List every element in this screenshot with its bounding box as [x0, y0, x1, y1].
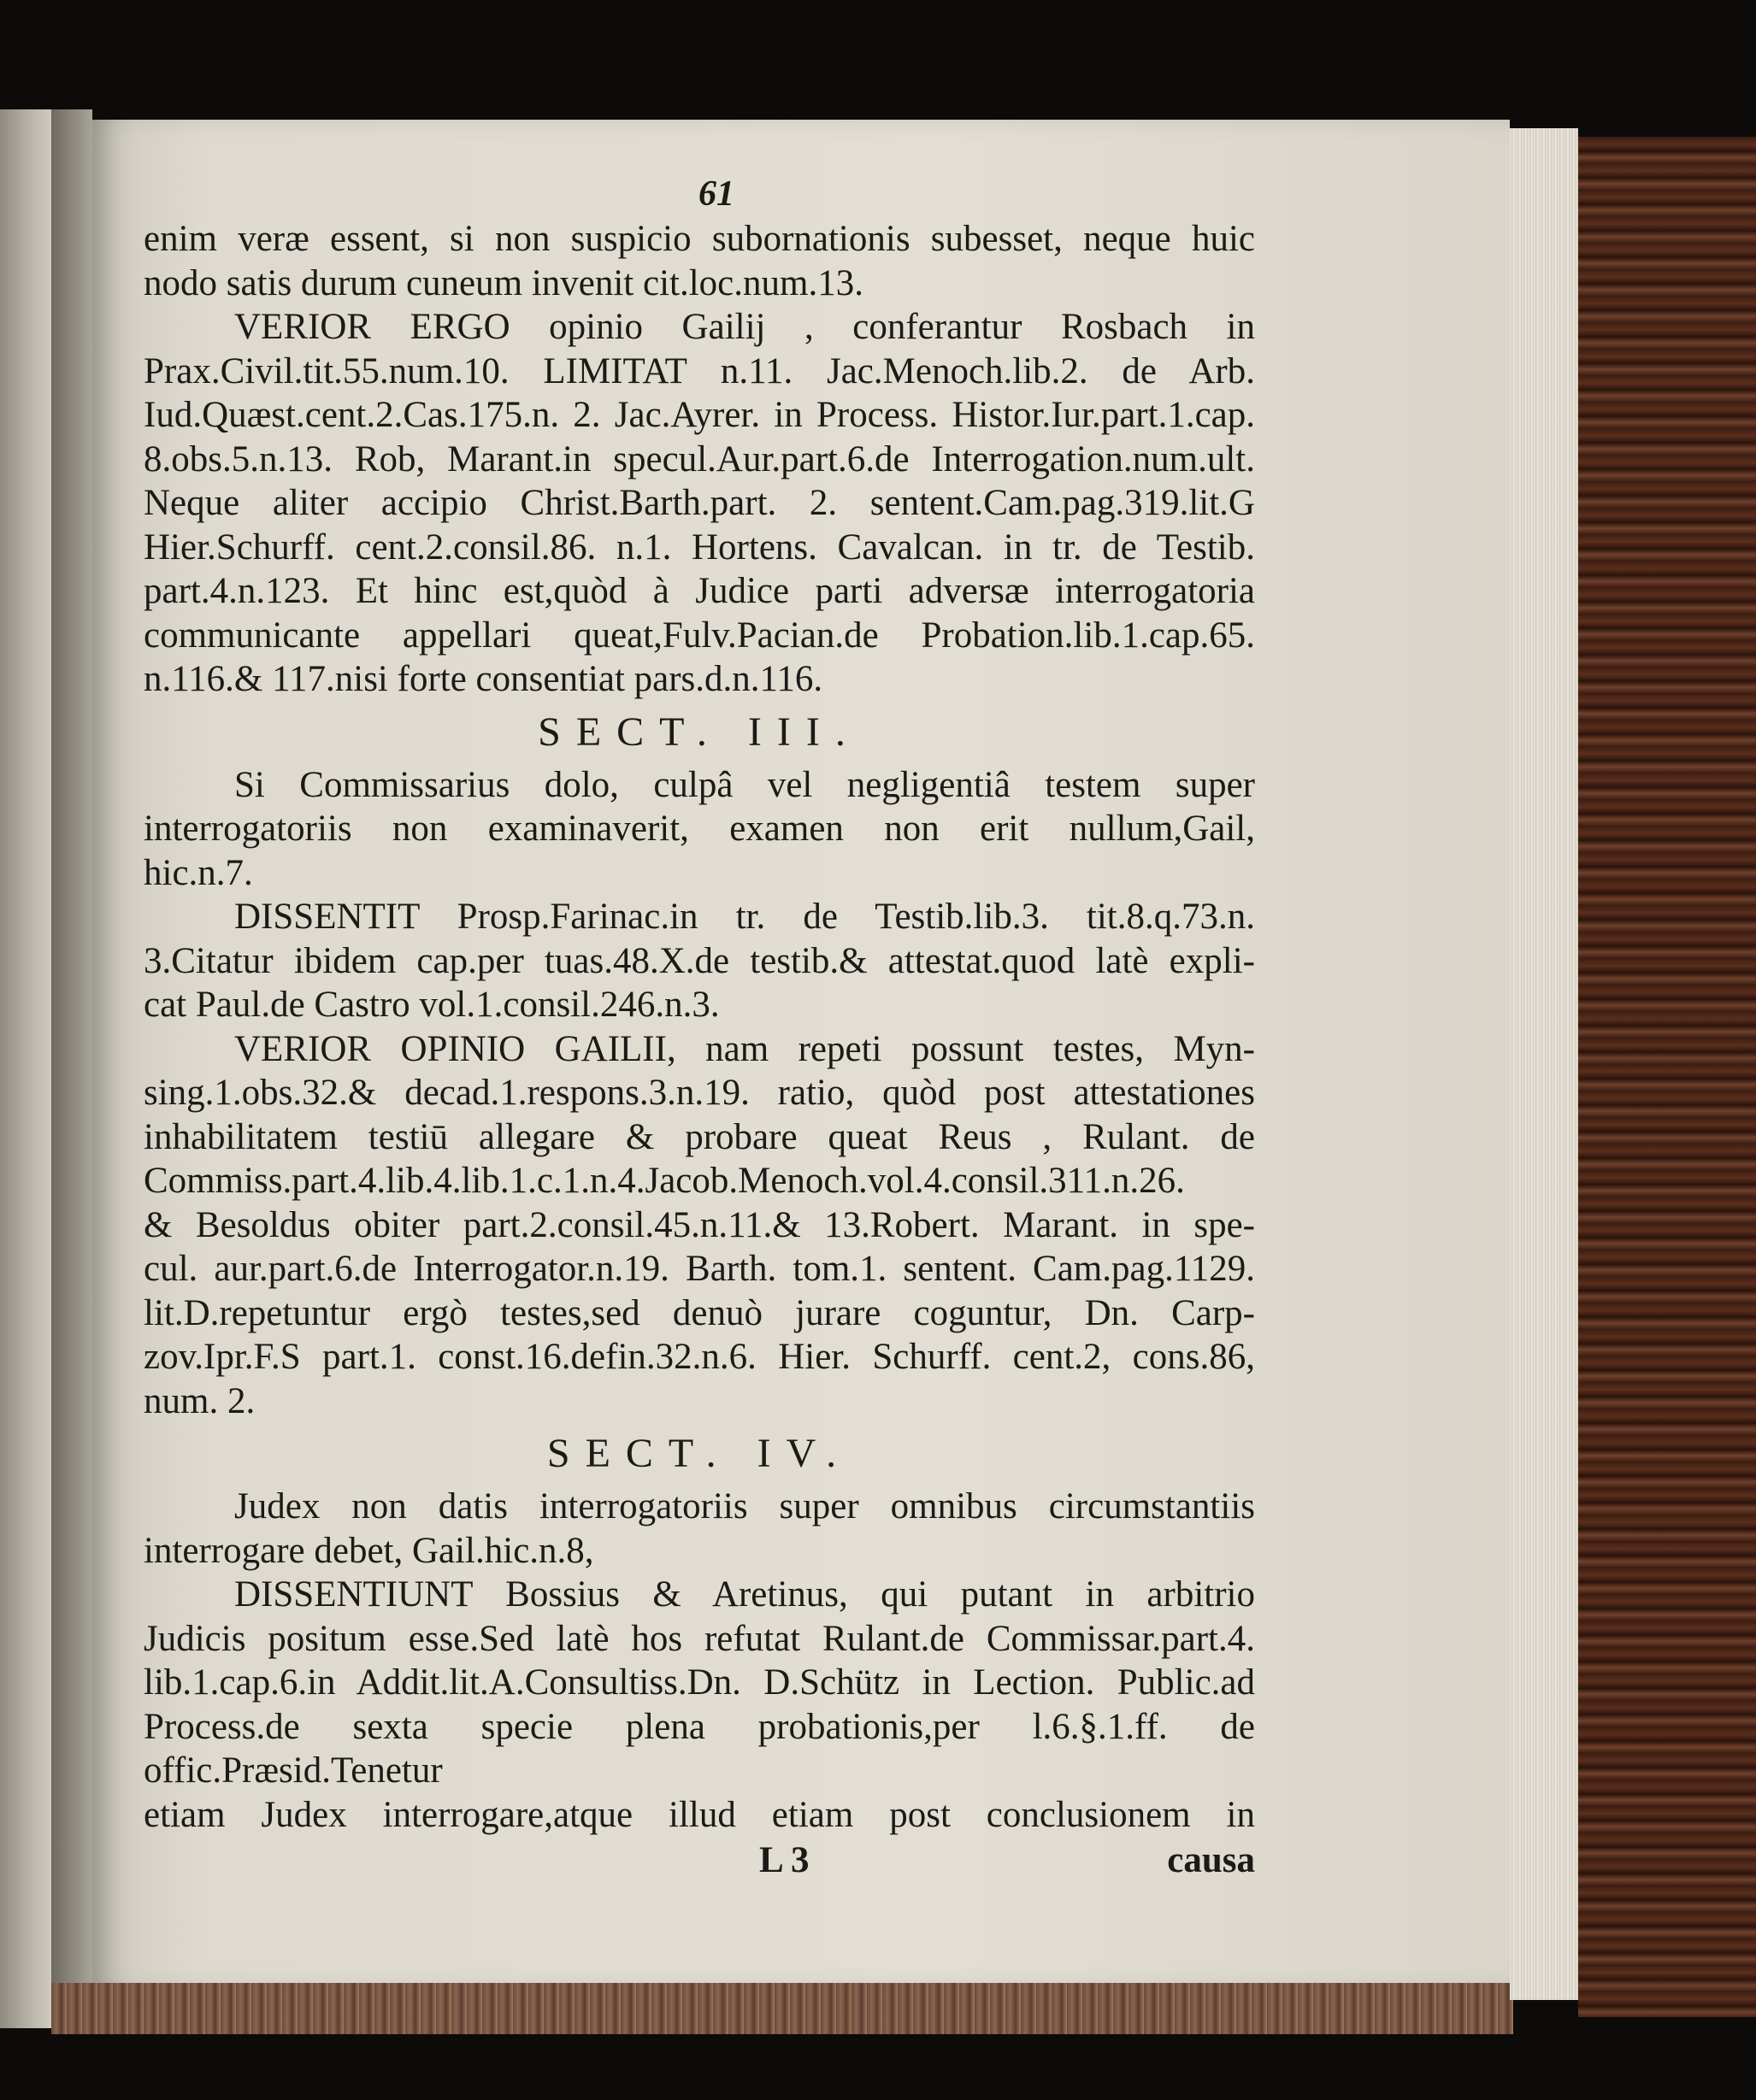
- text-line: VERIOR ERGO opinio Gailij , conferantur Rosbach in: [234, 307, 1255, 347]
- page-bottom-edge: [51, 1983, 1513, 2034]
- text-line: cul. aur.part.6.de Interrogator.n.19. Barth. tom.1. sentent. Cam.pag.1129.: [144, 1249, 1255, 1289]
- page-text: [144, 171, 1255, 1885]
- text-line: interrogatoriis non examinaverit, examen non erit nullum,Gail,: [144, 809, 1255, 849]
- text-line: etiam Judex interrogare,atque illud etiam post conclusionem in: [144, 1794, 1255, 1835]
- text-line: Neque aliter accipio Christ.Barth.part. 2. sentent.Cam.pag.319.lit.G: [144, 483, 1255, 523]
- text-line: communicante appellari queat,Fulv.Pacian.de Probation.lib.1.cap.65.: [144, 615, 1255, 656]
- text-line: Process.de sexta specie plena probationis,per l.6.§.1.ff. de offic.Præsid.Tenetur: [144, 1706, 1255, 1791]
- text-line: nodo satis durum cuneum invenit cit.loc.num.13.: [144, 262, 863, 303]
- text-line: & Besoldus obiter part.2.consil.45.n.11.& 13.Robert. Marant. in spe-: [144, 1204, 1255, 1245]
- text-line: n.116.& 117.nisi forte consentiat pars.d.n.116.: [144, 659, 823, 699]
- facing-page-edge: [0, 109, 51, 2028]
- text-line: num. 2.: [144, 1380, 256, 1421]
- book-cover: [1578, 137, 1756, 2017]
- section-heading-4: SECT. IV.: [546, 1431, 852, 1476]
- text-line: enim veræ essent, si non suspicio subornationis subesset, neque huic: [144, 219, 1255, 259]
- text-line: part.4.n.123. Et hinc est,quòd à Judice parti adversæ interrogatoria: [144, 571, 1255, 611]
- text-line: Commiss.part.4.lib.4.lib.1.c.1.n.4.Jacob.Menoch.vol.4.consil.311.n.26.: [144, 1161, 1185, 1201]
- text-line: Hier.Schurff. cent.2.consil.86. n.1. Hortens. Cavalcan. in tr. de Testib.: [144, 526, 1255, 568]
- text-line: lib.1.cap.6.in Addit.lit.A.Consultiss.Dn. D.Schütz in Lection. Public.ad: [144, 1662, 1255, 1703]
- text-line: 8.obs.5.n.13. Rob, Marant.in specul.Aur.part.6.de Interrogation.num.ult.: [144, 438, 1255, 479]
- text-line: cat Paul.de Castro vol.1.consil.246.n.3.: [144, 985, 720, 1025]
- folio-number: 61: [698, 174, 734, 214]
- text-line: Judex non datis interrogatoriis super omnibus circumstantiis: [234, 1486, 1255, 1526]
- text-line: Si Commissarius dolo, culpâ vel negligentiâ testem super: [234, 764, 1255, 805]
- text-line: 3.Citatur ibidem cap.per tuas.48.X.de testib.& attestat.quod latè expli-: [144, 940, 1255, 981]
- section-heading-3: SECT. III.: [538, 709, 861, 755]
- page-footer: [144, 1837, 1255, 1885]
- page-block-edges: [1510, 128, 1578, 2000]
- signature-mark: L 3: [759, 1840, 810, 1880]
- text-line: Judicis positum esse.Sed latè hos refutat Rulant.de Commissar.part.4.: [144, 1618, 1255, 1659]
- text-line: DISSENTIT Prosp.Farinac.in tr. de Testib.lib.3. tit.8.q.73.n.: [234, 897, 1255, 937]
- text-line: DISSENTIUNT Bossius & Aretinus, qui putant in arbitrio: [234, 1574, 1255, 1615]
- text-line: inhabilitatem testiū allegare & probare queat Reus , Rulant. de: [144, 1116, 1255, 1157]
- text-line: hic.n.7.: [144, 852, 253, 893]
- text-line: VERIOR OPINIO GAILII, nam repeti possunt testes, Myn-: [234, 1028, 1255, 1069]
- text-line: Iud.Quæst.cent.2.Cas.175.n. 2. Jac.Ayrer. in Process. Histor.Iur.part.1.cap.: [144, 395, 1255, 435]
- book-gutter: [51, 109, 92, 2028]
- text-line: interrogare debet, Gail.hic.n.8,: [144, 1530, 594, 1571]
- text-line: sing.1.obs.32.& decad.1.respons.3.n.19. ratio, quòd post attestationes: [144, 1073, 1255, 1113]
- text-line: lit.D.repetuntur ergò testes,sed denuò jurare coguntur, Dn. Carp-: [144, 1292, 1255, 1333]
- text-line: zov.Ipr.F.S part.1. const.16.defin.32.n.6. Hier. Schurff. cent.2, cons.86,: [144, 1337, 1255, 1377]
- text-line: Prax.Civil.tit.55.num.10. LIMITAT n.11. Jac.Menoch.lib.2. de Arb.: [144, 350, 1255, 391]
- catchword: causa: [1167, 1840, 1255, 1880]
